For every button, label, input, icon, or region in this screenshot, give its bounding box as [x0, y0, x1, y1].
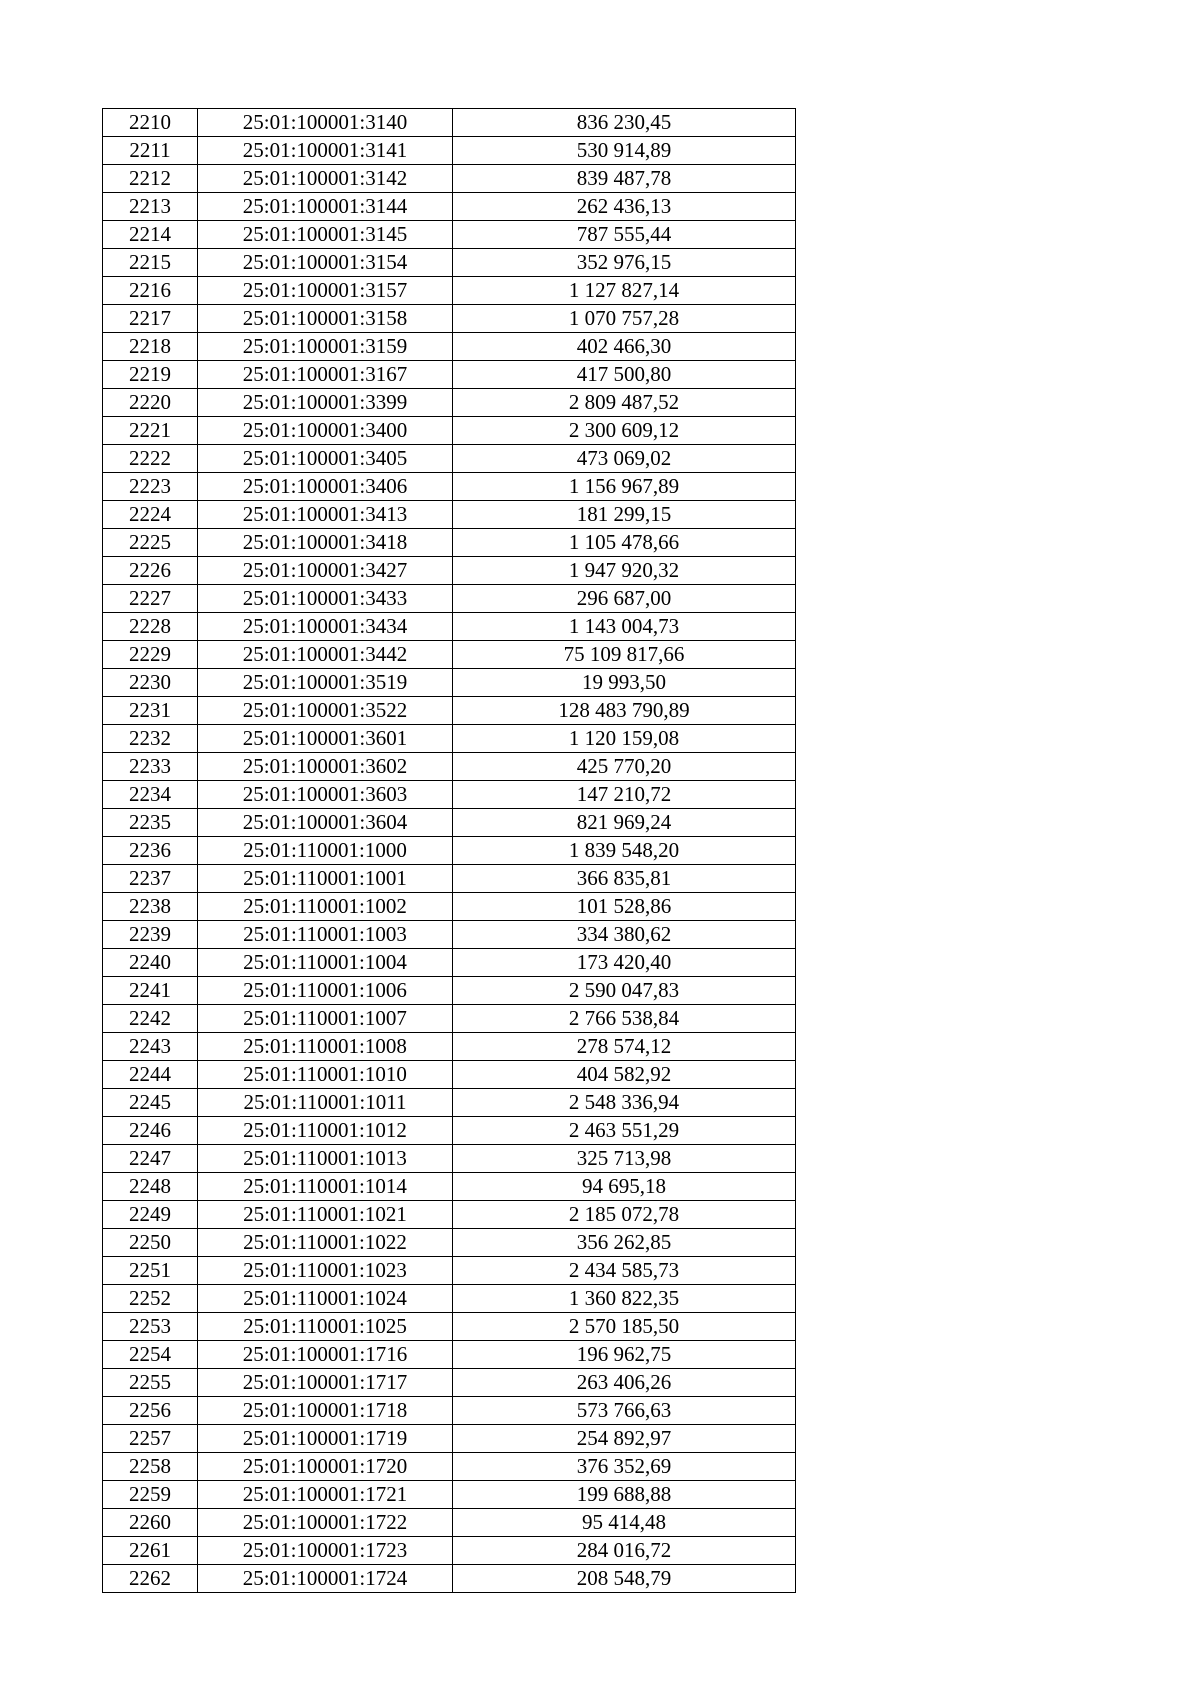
table-row: [103, 1453, 796, 1481]
row-number-cell: 2250: [103, 1229, 198, 1257]
row-number-cell: 2248: [103, 1173, 198, 1201]
cadastral-number-cell: 25:01:110001:1014: [198, 1173, 453, 1201]
row-number-cell: 2254: [103, 1341, 198, 1369]
table-row: [103, 1117, 796, 1145]
cadastral-number-cell: 25:01:110001:1003: [198, 921, 453, 949]
table-row: [103, 445, 796, 473]
value-cell: 1 156 967,89: [453, 473, 796, 501]
table-row: [103, 697, 796, 725]
row-number-cell: 2236: [103, 837, 198, 865]
table-row: [103, 753, 796, 781]
cadastral-number-cell: 25:01:100001:3522: [198, 697, 453, 725]
cadastral-number-cell: 25:01:110001:1006: [198, 977, 453, 1005]
row-number-cell: 2256: [103, 1397, 198, 1425]
row-number-cell: 2251: [103, 1257, 198, 1285]
row-number-cell: 2244: [103, 1061, 198, 1089]
cadastral-number-cell: 25:01:100001:3167: [198, 361, 453, 389]
table-row: [103, 221, 796, 249]
value-cell: 2 809 487,52: [453, 389, 796, 417]
cadastral-number-cell: 25:01:100001:1719: [198, 1425, 453, 1453]
row-number-cell: 2226: [103, 557, 198, 585]
cadastral-number-cell: 25:01:110001:1024: [198, 1285, 453, 1313]
value-cell: 325 713,98: [453, 1145, 796, 1173]
data-table: [102, 108, 796, 1593]
cadastral-number-cell: 25:01:100001:3601: [198, 725, 453, 753]
row-number-cell: 2239: [103, 921, 198, 949]
cadastral-number-cell: 25:01:110001:1021: [198, 1201, 453, 1229]
row-number-cell: 2214: [103, 221, 198, 249]
row-number-cell: 2211: [103, 137, 198, 165]
table-row: [103, 949, 796, 977]
row-number-cell: 2241: [103, 977, 198, 1005]
cadastral-number-cell: 25:01:110001:1000: [198, 837, 453, 865]
value-cell: 1 947 920,32: [453, 557, 796, 585]
table-row: [103, 277, 796, 305]
value-cell: 839 487,78: [453, 165, 796, 193]
row-number-cell: 2252: [103, 1285, 198, 1313]
cadastral-number-cell: 25:01:100001:3604: [198, 809, 453, 837]
value-cell: 254 892,97: [453, 1425, 796, 1453]
table-row: [103, 1537, 796, 1565]
table-row: [103, 809, 796, 837]
row-number-cell: 2245: [103, 1089, 198, 1117]
value-cell: 334 380,62: [453, 921, 796, 949]
table-row: [103, 1369, 796, 1397]
cadastral-number-cell: 25:01:100001:3159: [198, 333, 453, 361]
row-number-cell: 2223: [103, 473, 198, 501]
row-number-cell: 2233: [103, 753, 198, 781]
row-number-cell: 2220: [103, 389, 198, 417]
row-number-cell: 2218: [103, 333, 198, 361]
cadastral-number-cell: 25:01:110001:1023: [198, 1257, 453, 1285]
cadastral-number-cell: 25:01:110001:1008: [198, 1033, 453, 1061]
value-cell: 821 969,24: [453, 809, 796, 837]
row-number-cell: 2227: [103, 585, 198, 613]
row-number-cell: 2247: [103, 1145, 198, 1173]
table-row: [103, 1033, 796, 1061]
row-number-cell: 2225: [103, 529, 198, 557]
cadastral-number-cell: 25:01:100001:3603: [198, 781, 453, 809]
table-body: [103, 109, 796, 1593]
table-row: [103, 1061, 796, 1089]
table-row: [103, 1425, 796, 1453]
table-row: [103, 333, 796, 361]
value-cell: 263 406,26: [453, 1369, 796, 1397]
cadastral-number-cell: 25:01:100001:3602: [198, 753, 453, 781]
table-row: [103, 501, 796, 529]
value-cell: 417 500,80: [453, 361, 796, 389]
cadastral-number-cell: 25:01:110001:1012: [198, 1117, 453, 1145]
value-cell: 101 528,86: [453, 893, 796, 921]
table-row: [103, 893, 796, 921]
table-row: [103, 1257, 796, 1285]
cadastral-number-cell: 25:01:100001:3145: [198, 221, 453, 249]
table-row: [103, 529, 796, 557]
row-number-cell: 2253: [103, 1313, 198, 1341]
value-cell: 1 120 159,08: [453, 725, 796, 753]
value-cell: 2 590 047,83: [453, 977, 796, 1005]
row-number-cell: 2232: [103, 725, 198, 753]
table-row: [103, 305, 796, 333]
row-number-cell: 2219: [103, 361, 198, 389]
row-number-cell: 2259: [103, 1481, 198, 1509]
value-cell: 404 582,92: [453, 1061, 796, 1089]
cadastral-number-cell: 25:01:100001:3141: [198, 137, 453, 165]
table-row: [103, 193, 796, 221]
table-row: [103, 165, 796, 193]
table-row: [103, 1089, 796, 1117]
table-row: [103, 669, 796, 697]
value-cell: 366 835,81: [453, 865, 796, 893]
row-number-cell: 2249: [103, 1201, 198, 1229]
value-cell: 196 962,75: [453, 1341, 796, 1369]
cadastral-number-cell: 25:01:100001:3519: [198, 669, 453, 697]
row-number-cell: 2222: [103, 445, 198, 473]
cadastral-number-cell: 25:01:100001:3158: [198, 305, 453, 333]
cadastral-number-cell: 25:01:100001:3406: [198, 473, 453, 501]
cadastral-number-cell: 25:01:100001:1722: [198, 1509, 453, 1537]
value-cell: 95 414,48: [453, 1509, 796, 1537]
row-number-cell: 2213: [103, 193, 198, 221]
value-cell: 2 300 609,12: [453, 417, 796, 445]
cadastral-number-cell: 25:01:110001:1025: [198, 1313, 453, 1341]
row-number-cell: 2217: [103, 305, 198, 333]
table-row: [103, 137, 796, 165]
cadastral-number-cell: 25:01:100001:3400: [198, 417, 453, 445]
value-cell: 1 127 827,14: [453, 277, 796, 305]
value-cell: 2 185 072,78: [453, 1201, 796, 1229]
table-row: [103, 977, 796, 1005]
cadastral-number-cell: 25:01:110001:1011: [198, 1089, 453, 1117]
table-row: [103, 1005, 796, 1033]
value-cell: 356 262,85: [453, 1229, 796, 1257]
cadastral-number-cell: 25:01:100001:3154: [198, 249, 453, 277]
value-cell: 173 420,40: [453, 949, 796, 977]
value-cell: 284 016,72: [453, 1537, 796, 1565]
table-row: [103, 1285, 796, 1313]
cadastral-number-cell: 25:01:100001:1721: [198, 1481, 453, 1509]
cadastral-number-cell: 25:01:100001:3418: [198, 529, 453, 557]
row-number-cell: 2224: [103, 501, 198, 529]
table-row: [103, 1145, 796, 1173]
value-cell: 278 574,12: [453, 1033, 796, 1061]
table-row: [103, 417, 796, 445]
value-cell: 530 914,89: [453, 137, 796, 165]
cadastral-number-cell: 25:01:100001:3442: [198, 641, 453, 669]
table-row: [103, 557, 796, 585]
cadastral-number-cell: 25:01:100001:3434: [198, 613, 453, 641]
value-cell: 128 483 790,89: [453, 697, 796, 725]
row-number-cell: 2216: [103, 277, 198, 305]
cadastral-number-cell: 25:01:100001:3427: [198, 557, 453, 585]
row-number-cell: 2237: [103, 865, 198, 893]
cadastral-number-cell: 25:01:110001:1013: [198, 1145, 453, 1173]
table-row: [103, 1173, 796, 1201]
row-number-cell: 2210: [103, 109, 198, 137]
table-row: [103, 1397, 796, 1425]
table-row: [103, 725, 796, 753]
value-cell: 1 360 822,35: [453, 1285, 796, 1313]
table-row: [103, 921, 796, 949]
row-number-cell: 2229: [103, 641, 198, 669]
cadastral-number-cell: 25:01:110001:1010: [198, 1061, 453, 1089]
row-number-cell: 2228: [103, 613, 198, 641]
row-number-cell: 2261: [103, 1537, 198, 1565]
table-row: [103, 361, 796, 389]
row-number-cell: 2221: [103, 417, 198, 445]
value-cell: 75 109 817,66: [453, 641, 796, 669]
row-number-cell: 2240: [103, 949, 198, 977]
table-row: [103, 1229, 796, 1257]
value-cell: 199 688,88: [453, 1481, 796, 1509]
cadastral-number-cell: 25:01:110001:1004: [198, 949, 453, 977]
cadastral-number-cell: 25:01:100001:3140: [198, 109, 453, 137]
value-cell: 262 436,13: [453, 193, 796, 221]
row-number-cell: 2246: [103, 1117, 198, 1145]
value-cell: 2 463 551,29: [453, 1117, 796, 1145]
value-cell: 1 143 004,73: [453, 613, 796, 641]
table-row: [103, 613, 796, 641]
row-number-cell: 2235: [103, 809, 198, 837]
value-cell: 376 352,69: [453, 1453, 796, 1481]
cadastral-number-cell: 25:01:110001:1022: [198, 1229, 453, 1257]
cadastral-number-cell: 25:01:110001:1007: [198, 1005, 453, 1033]
cadastral-number-cell: 25:01:110001:1001: [198, 865, 453, 893]
value-cell: 1 105 478,66: [453, 529, 796, 557]
table-row: [103, 1565, 796, 1593]
value-cell: 147 210,72: [453, 781, 796, 809]
table-row: [103, 249, 796, 277]
table-row: [103, 109, 796, 137]
value-cell: 352 976,15: [453, 249, 796, 277]
row-number-cell: 2234: [103, 781, 198, 809]
row-number-cell: 2262: [103, 1565, 198, 1593]
value-cell: 1 839 548,20: [453, 837, 796, 865]
row-number-cell: 2257: [103, 1425, 198, 1453]
table-row: [103, 1313, 796, 1341]
cadastral-number-cell: 25:01:100001:1717: [198, 1369, 453, 1397]
cadastral-number-cell: 25:01:100001:3433: [198, 585, 453, 613]
cadastral-number-cell: 25:01:100001:1718: [198, 1397, 453, 1425]
row-number-cell: 2212: [103, 165, 198, 193]
cadastral-number-cell: 25:01:110001:1002: [198, 893, 453, 921]
value-cell: 19 993,50: [453, 669, 796, 697]
value-cell: 2 548 336,94: [453, 1089, 796, 1117]
value-cell: 2 434 585,73: [453, 1257, 796, 1285]
table-row: [103, 865, 796, 893]
row-number-cell: 2243: [103, 1033, 198, 1061]
value-cell: 836 230,45: [453, 109, 796, 137]
row-number-cell: 2238: [103, 893, 198, 921]
row-number-cell: 2231: [103, 697, 198, 725]
value-cell: 181 299,15: [453, 501, 796, 529]
value-cell: 2 766 538,84: [453, 1005, 796, 1033]
row-number-cell: 2215: [103, 249, 198, 277]
value-cell: 425 770,20: [453, 753, 796, 781]
cadastral-number-cell: 25:01:100001:3144: [198, 193, 453, 221]
value-cell: 573 766,63: [453, 1397, 796, 1425]
value-cell: 473 069,02: [453, 445, 796, 473]
row-number-cell: 2255: [103, 1369, 198, 1397]
row-number-cell: 2230: [103, 669, 198, 697]
value-cell: 2 570 185,50: [453, 1313, 796, 1341]
value-cell: 208 548,79: [453, 1565, 796, 1593]
cadastral-number-cell: 25:01:100001:3399: [198, 389, 453, 417]
value-cell: 402 466,30: [453, 333, 796, 361]
table-row: [103, 585, 796, 613]
table-row: [103, 1481, 796, 1509]
value-cell: 1 070 757,28: [453, 305, 796, 333]
cadastral-number-cell: 25:01:100001:1716: [198, 1341, 453, 1369]
table-row: [103, 1509, 796, 1537]
table-row: [103, 1201, 796, 1229]
cadastral-number-cell: 25:01:100001:1723: [198, 1537, 453, 1565]
table-row: [103, 389, 796, 417]
value-cell: 94 695,18: [453, 1173, 796, 1201]
row-number-cell: 2258: [103, 1453, 198, 1481]
table-row: [103, 781, 796, 809]
value-cell: 787 555,44: [453, 221, 796, 249]
value-cell: 296 687,00: [453, 585, 796, 613]
cadastral-number-cell: 25:01:100001:3405: [198, 445, 453, 473]
cadastral-number-cell: 25:01:100001:3413: [198, 501, 453, 529]
table-row: [103, 641, 796, 669]
table-row: [103, 1341, 796, 1369]
row-number-cell: 2260: [103, 1509, 198, 1537]
table-row: [103, 837, 796, 865]
cadastral-number-cell: 25:01:100001:3142: [198, 165, 453, 193]
cadastral-number-cell: 25:01:100001:1720: [198, 1453, 453, 1481]
table-row: [103, 473, 796, 501]
cadastral-number-cell: 25:01:100001:1724: [198, 1565, 453, 1593]
row-number-cell: 2242: [103, 1005, 198, 1033]
cadastral-number-cell: 25:01:100001:3157: [198, 277, 453, 305]
